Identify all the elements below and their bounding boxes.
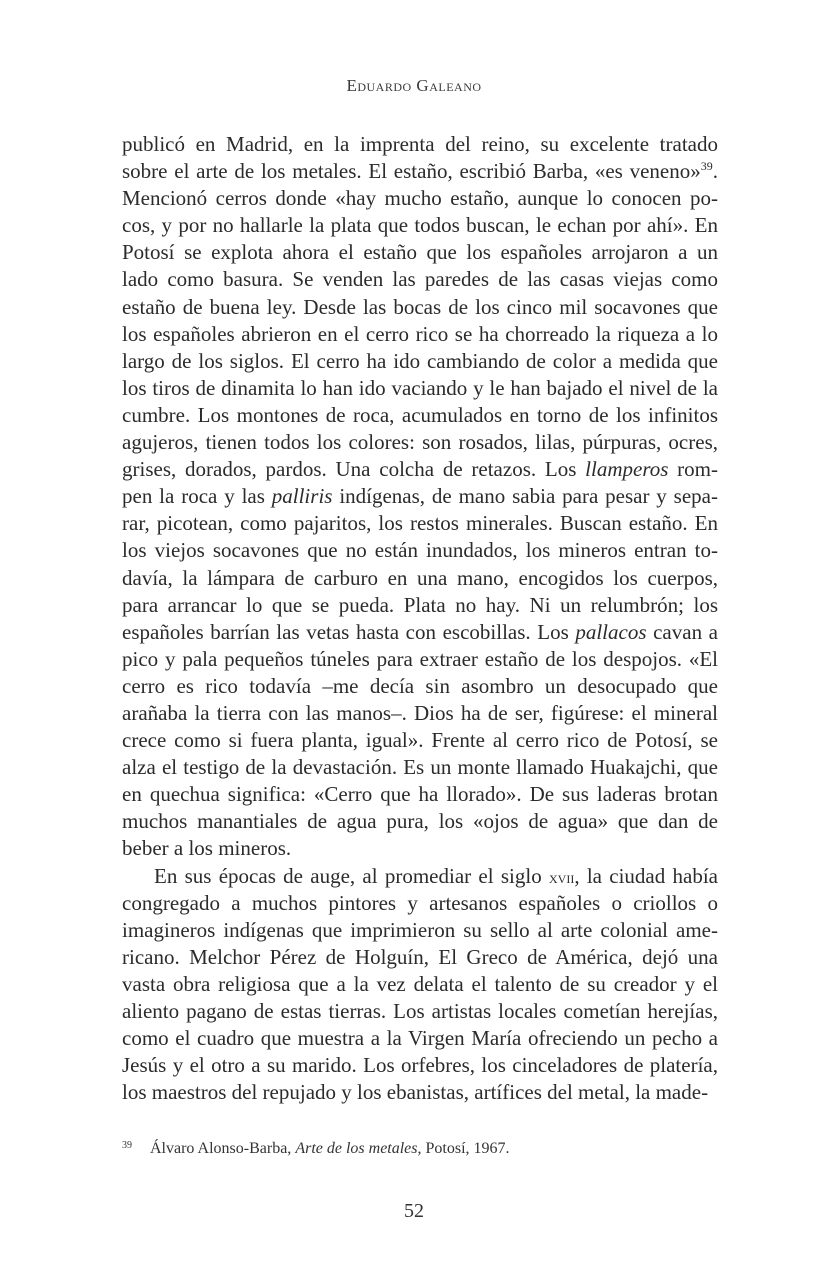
text-line: alza el testigo de la devastación. Es un monte llamado Huakajchi, que: [122, 755, 718, 780]
text-line: estaño de buena ley. Desde las bocas de los cinco mil socavones que: [122, 294, 718, 319]
body-text: [122, 131, 718, 1106]
italic-term: pallacos: [575, 619, 647, 644]
text-line: imagineros indígenas que imprimieron su sello al arte colonial ame-: [122, 917, 718, 942]
text-line: davía, la lámpara de carburo en una mano, encogidos los cuerpos,: [122, 565, 718, 590]
text-line: españoles barrían las vetas hasta con escobillas. Los pallacos cavan a: [122, 619, 718, 644]
text-line: los tiros de dinamita lo han ido vaciando y le han bajado el nivel de la: [122, 375, 718, 400]
running-header: Eduardo Galeano: [346, 76, 482, 95]
footnote-ref: 39: [700, 159, 713, 174]
text-line: arañaba la tierra con las manos–. Dios ha de ser, figúrese: el mineral: [122, 700, 718, 725]
text-line: aliento pagano de estas tierras. Los artistas locales cometían herejías,: [122, 999, 718, 1023]
text-line: para arrancar lo que se pueda. Plata no hay. Ni un relumbrón; los: [122, 592, 718, 617]
text-line: crece como si fuera planta, igual». Frente al cerro rico de Potosí, se: [122, 728, 718, 753]
footnote-number: 39: [122, 1140, 132, 1151]
text-line: lado como basura. Se venden las paredes de las casas viejas como: [122, 267, 718, 292]
text-line: pen la roca y las palliris indígenas, de mano sabia para pesar y sepa-: [122, 484, 718, 509]
text-line: congregado a muchos pintores y artesanos españoles o criollos o: [122, 890, 718, 915]
text-line: Jesús y el otro a su marido. Los orfebres, los cinceladores de platería,: [122, 1053, 718, 1078]
text-line: los viejos socavones que no están inundados, los mineros entran to-: [122, 538, 718, 563]
footnote-author: Álvaro Alonso-Barba,: [150, 1140, 296, 1157]
text-line: vasta obra religiosa que a la vez delata el talento de su creador y el: [122, 971, 718, 996]
text-line: sobre el arte de los metales. El estaño, escribió Barba, «es veneno»$^{39}$.: [122, 159, 718, 184]
footnote: [122, 1140, 510, 1158]
text-line: largo de los siglos. El cerro ha ido cambiando de color a medida que: [122, 348, 718, 373]
text-line: cumbre. Los montones de roca, acumulados en torno de los infinitos: [122, 402, 718, 427]
text-line: como el cuadro que muestra a la Virgen María ofreciendo un pecho a: [122, 1026, 718, 1051]
text-line: agujeros, tienen todos los colores: son rosados, lilas, púrpuras, ocres,: [122, 430, 718, 455]
text-line: cos, y por no hallarle la plata que todos buscan, le echan por ahí». En: [122, 213, 718, 238]
text-line: ricano. Melchor Pérez de Holguín, El Greco de América, dejó una: [122, 944, 718, 969]
text-line: publicó en Madrid, en la imprenta del reino, su excelente tratado: [122, 132, 718, 156]
roman-numeral: xvii: [548, 867, 575, 887]
italic-term: palliris: [271, 484, 333, 509]
text-line: pico y pala pequeños túneles para extraer estaño de los despojos. «El: [122, 646, 718, 671]
italic-term: llamperos: [585, 457, 669, 482]
footnote-title: Arte de los metales: [295, 1140, 418, 1157]
text-line: los españoles abrieron en el cerro rico se ha chorreado la riqueza a lo: [122, 321, 718, 346]
text-line: grises, dorados, pardos. Una colcha de retazos. Los llamperos rom-: [122, 457, 718, 482]
text-line: en quechua significa: «Cerro que ha llorado». De sus laderas brotan: [122, 782, 718, 807]
page-number: 52: [404, 1200, 424, 1222]
text-line: rar, picotean, como pajaritos, los restos minerales. Buscan estaño. En: [122, 511, 718, 536]
text-line: beber a los mineros.: [122, 836, 292, 861]
text-line: En sus épocas de auge, al promediar el siglo xvii, la ciudad había: [154, 863, 719, 888]
text-line: muchos manantiales de agua pura, los «ojos de agua» que dan de: [122, 809, 718, 834]
text-line: los maestros del repujado y los ebanistas, artífices del metal, la made-: [122, 1080, 709, 1105]
footnote-rest: , Potosí, 1967.: [417, 1140, 510, 1157]
text-line: cerro es rico todavía –me decía sin asombro un desocupado que: [122, 673, 718, 698]
text-line: Mencionó cerros donde «hay mucho estaño, aunque lo conocen po-: [122, 186, 718, 211]
text-line: Potosí se explota ahora el estaño que los españoles arrojaron a un: [122, 240, 718, 265]
